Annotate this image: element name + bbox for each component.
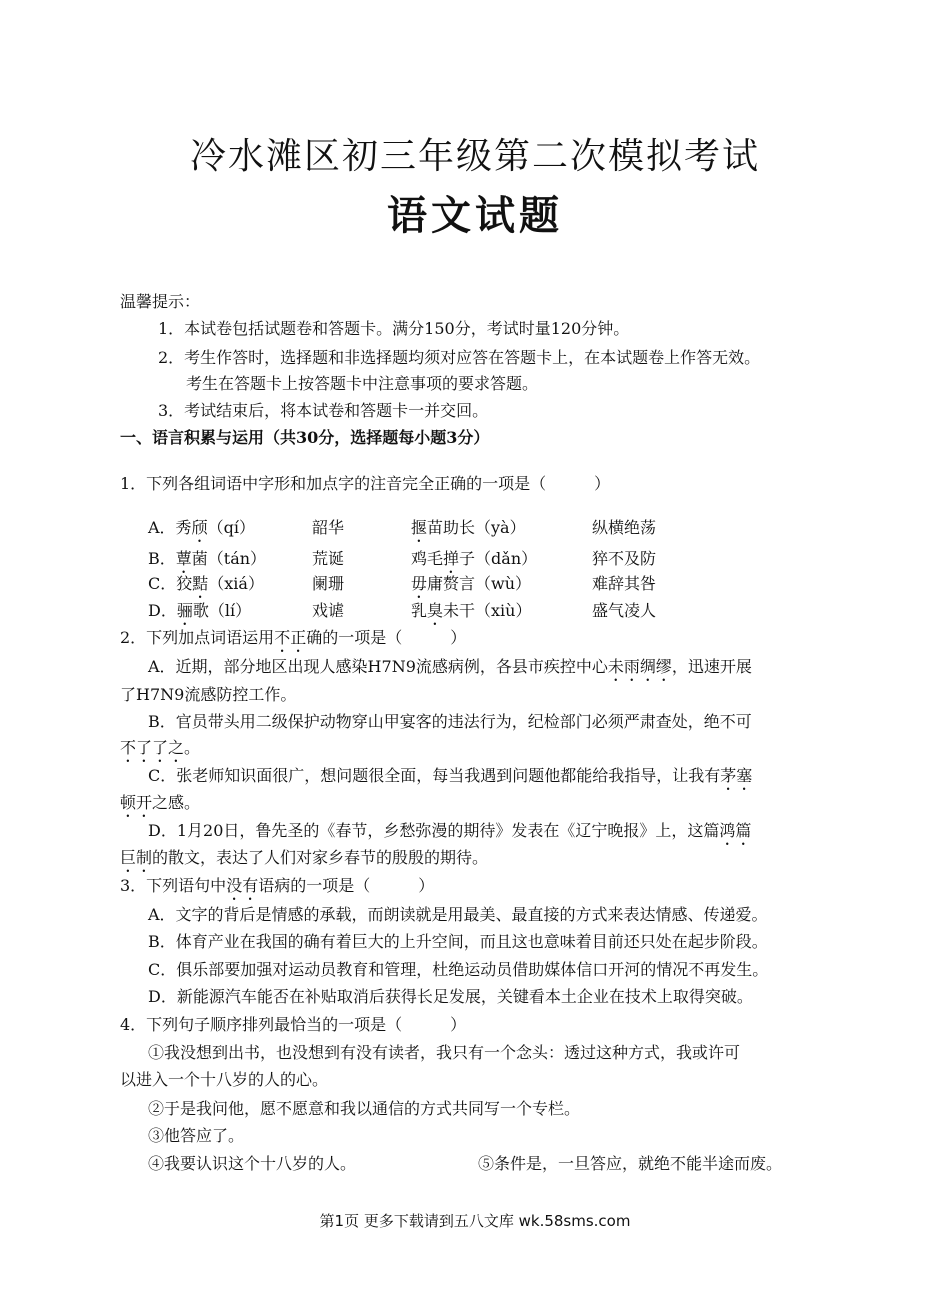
q4-sentence: ⑤条件是，一旦答应，就绝不能半途而废。 bbox=[478, 1154, 783, 1173]
notice-item: 1．本试卷包括试题卷和答题卡。满分150分，考试时量120分钟。 bbox=[158, 319, 630, 338]
emphasis-mark: 掸 bbox=[443, 549, 460, 568]
q1-d-col2: 戏谑 bbox=[312, 601, 345, 620]
q1-d-col4: 盛气凌人 bbox=[592, 601, 657, 620]
q1-c-col4: 难辞其咎 bbox=[592, 574, 657, 593]
emphasis-mark: 顿开 bbox=[120, 793, 153, 812]
q3-option: C．俱乐部要加强对运动员教育和管理，杜绝运动员借助媒体信口开河的情况不再发生。 bbox=[148, 960, 769, 979]
notice-item: 考生在答题卡上按答题卡中注意事项的要求答题。 bbox=[186, 374, 539, 393]
emphasis-mark: 不正 bbox=[274, 628, 307, 647]
q2-option-line: B．官员带头用二级保护动物穿山甲宴客的违法行为，纪检部门必须严肃查处，绝不可 bbox=[148, 712, 752, 731]
emphasis-mark: 毋 bbox=[411, 574, 428, 593]
q1-b-col2: 荒诞 bbox=[312, 549, 345, 568]
exam-subtitle: 语文试题 bbox=[387, 192, 563, 239]
q2-option-line: C．张老师知识面很广，想问题很全面，每当我遇到问题他都能给我指导，让我有茅塞 bbox=[148, 766, 753, 785]
emphasis-mark: 不了了之 bbox=[120, 738, 185, 757]
q4-sentence: ②于是我问他，愿不愿意和我以通信的方式共同写一个专栏。 bbox=[148, 1099, 581, 1118]
q1-a-col2: 韶华 bbox=[312, 518, 345, 537]
q1-stem: 1．下列各组词语中字形和加点字的注音完全正确的一项是（ ） bbox=[120, 474, 611, 493]
q1-b-col3: 鸡毛掸子（dǎn） bbox=[411, 549, 538, 568]
q3-option: A．文字的背后是情感的承载，而朗读就是用最美、最直接的方式来表达情感、传递爱。 bbox=[148, 905, 768, 924]
q2-option-line: A．近期，部分地区出现人感染H7N9流感病例，各县市疾控中心未雨绸缪，迅速开展 bbox=[148, 657, 752, 676]
q4-stem: 4．下列句子顺序排列最恰当的一项是（ ） bbox=[120, 1015, 467, 1034]
emphasis-mark: 没有 bbox=[226, 876, 259, 895]
q2-option-line: 不了了之。 bbox=[120, 738, 201, 757]
q2-stem: 2．下列加点词语运用不正确的一项是（ ） bbox=[120, 628, 467, 647]
section-heading: 一、语言积累与运用（共30分，选择题每小题3分） bbox=[120, 428, 490, 447]
emphasis-mark: 黠 bbox=[192, 574, 209, 593]
q1-a-col1: A．秀颀（qí） bbox=[148, 518, 255, 537]
emphasis-mark: 鸿篇 bbox=[719, 821, 752, 840]
q1-a-col4: 纵横绝荡 bbox=[592, 518, 657, 537]
q1-c-col2: 阑珊 bbox=[312, 574, 345, 593]
q4-sentence: ①我没想到出书，也没想到有没有读者，我只有一个念头：透过这种方式，我或许可 bbox=[148, 1043, 741, 1062]
emphasis-mark: 蕈 bbox=[175, 549, 192, 568]
emphasis-mark: 巨制 bbox=[120, 848, 153, 867]
q2-option-line: 了H7N9流感防控工作。 bbox=[120, 685, 297, 704]
q2-option-line: 巨制的散文，表达了人们对家乡春节的殷殷的期待。 bbox=[120, 848, 489, 867]
q4-sentence: ④我要认识这个十八岁的人。 bbox=[148, 1154, 357, 1173]
emphasis-mark: 茅塞 bbox=[720, 766, 753, 785]
q3-option: B．体育产业在我国的确有着巨大的上升空间，而且这也意味着目前还只处在起步阶段。 bbox=[148, 932, 768, 951]
q3-stem: 3．下列语句中没有语病的一项是（ ） bbox=[120, 876, 435, 895]
q3-option: D．新能源汽车能否在补贴取消后获得长足发展，关键看本土企业在技术上取得突破。 bbox=[148, 987, 753, 1006]
exam-title: 冷水滩区初三年级第二次模拟考试 bbox=[189, 136, 760, 177]
q1-b-col1: B．蕈菌（tán） bbox=[148, 549, 267, 568]
emphasis-mark: 未雨绸缪 bbox=[607, 657, 672, 676]
emphasis-mark: 骊 bbox=[176, 601, 193, 620]
notice-item: 3．考试结束后，将本试卷和答题卡一并交回。 bbox=[158, 401, 489, 420]
q1-a-col3: 揠苗助长（yà） bbox=[411, 518, 526, 537]
notice-label: 温馨提示： bbox=[120, 292, 201, 311]
q2-option-line: 顿开之感。 bbox=[120, 793, 201, 812]
q2-option-line: D．1月20日，鲁先圣的《春节，乡愁弥漫的期待》发表在《辽宁晚报》上，这篇鸿篇 bbox=[148, 821, 752, 840]
q1-c-col1: C．狡黠（xiá） bbox=[148, 574, 264, 593]
notice-item: 2．考生作答时，选择题和非选择题均须对应答在答题卡上，在本试题卷上作答无效。 bbox=[158, 348, 761, 367]
q1-d-col1: D．骊歌（lí） bbox=[148, 601, 252, 620]
page-footer: 第1页 更多下载请到五八文库 wk.58sms.com bbox=[319, 1212, 631, 1230]
q4-sentence: ③他答应了。 bbox=[148, 1126, 245, 1145]
q1-b-col4: 猝不及防 bbox=[592, 549, 657, 568]
q4-sentence: 以进入一个十八岁的人的心。 bbox=[120, 1070, 329, 1089]
q1-c-col3: 毋庸赘言（wù） bbox=[411, 574, 532, 593]
q1-d-col3: 乳臭未干（xiù） bbox=[411, 601, 532, 620]
emphasis-mark: 揠 bbox=[411, 518, 428, 537]
emphasis-mark: 臭 bbox=[427, 601, 444, 620]
emphasis-mark: 颀 bbox=[191, 518, 208, 537]
